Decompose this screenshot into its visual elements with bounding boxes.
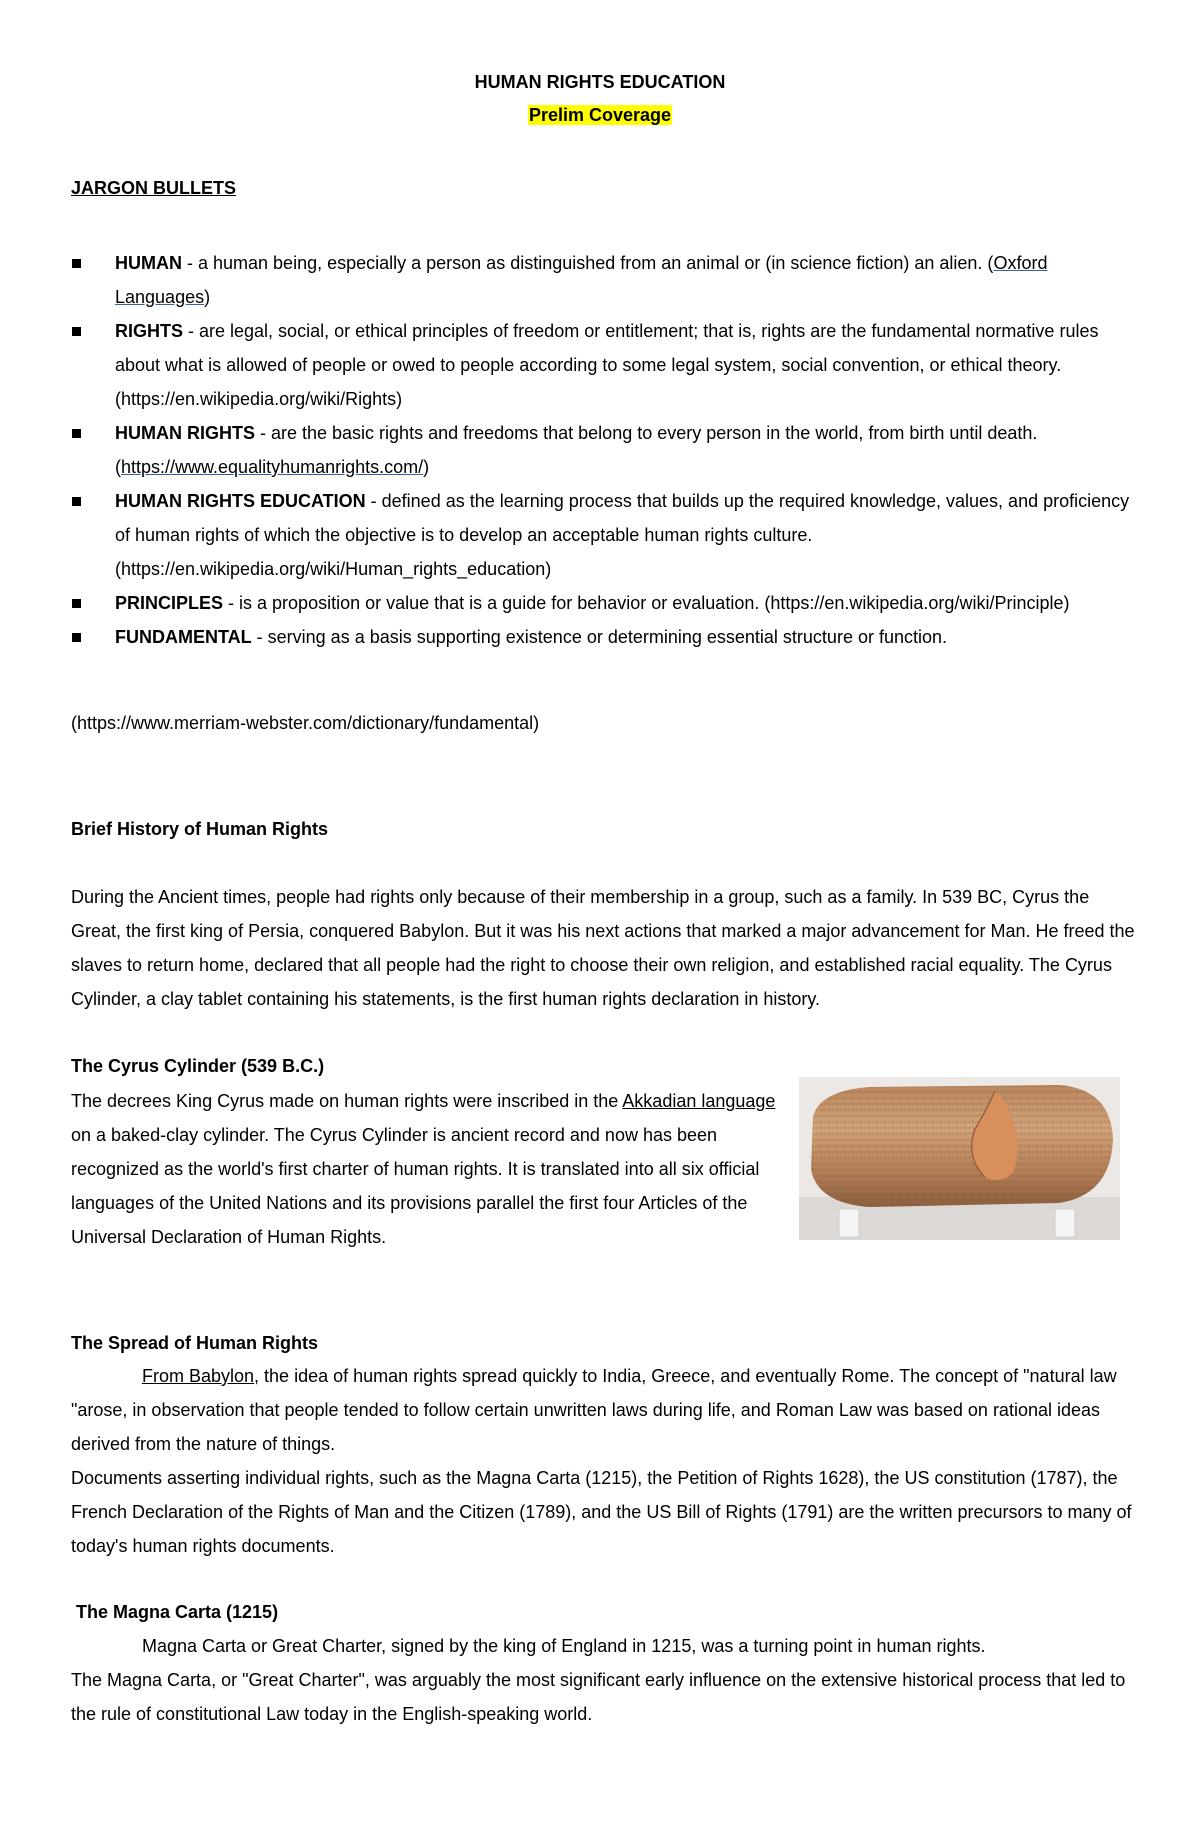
bullet-fundamental: [71, 620, 1141, 654]
bullet-definition: - defined as the learning process that builds up the required knowledge, values, and proficiency of human rights of which the objective is to develop an acceptable human rights culture. (https://en.wikipedia.org/wiki/Human_rights_education): [115, 491, 1130, 579]
bullet-term: HUMAN RIGHTS: [115, 423, 255, 443]
bullet-definition: - are the basic rights and freedoms that belong to every person in the world, from birth until death. (: [115, 423, 1038, 477]
source-link[interactable]: https://www.equalityhumanrights.com/: [121, 457, 424, 477]
square-bullet-icon: [72, 633, 81, 642]
history-paragraph: During the Ancient times, people had rights only because of their membership in a group, such as a family. In 539 BC, Cyrus the Great, the first king of Persia, conquered Babylon. But it was his next actions that marked a major advancement for Man. He freed the slaves to return home, declared that all people had the right to choose their own religion, and established racial equality. The Cyrus Cylinder, a clay tablet containing his statements, is the first human rights declaration in history.: [71, 887, 1135, 1009]
highlighted-subtitle: Prelim Coverage: [528, 105, 672, 125]
bullet-tail: ): [204, 287, 211, 307]
cyrus-text-before: The decrees King Cyrus made on human rights were inscribed in the: [71, 1091, 623, 1111]
bullet-term: RIGHTS: [115, 321, 184, 341]
square-bullet-icon: [72, 259, 81, 268]
spread-text: , the idea of human rights spread quickly to India, Greece, and eventually Rome. The concept of "natural law "arose, in observation that people tended to follow certain unwritten laws during life, and Roman Law was based on rational ideas derived from the nature of things.: [71, 1366, 1117, 1454]
bullet-human-rights-education: [71, 484, 1141, 586]
square-bullet-icon: [72, 599, 81, 608]
cyrus-text-after: on a baked-clay cylinder. The Cyrus Cylinder is ancient record and now has been recognized as the world's first charter of human rights. It is translated into all six official languages of the United Nations and its provisions parallel the first four Articles of the Universal Declaration of Human Rights.: [71, 1125, 760, 1247]
magna-paragraph-1: [71, 1629, 1141, 1663]
cyrus-paragraph: [71, 1084, 791, 1254]
magna-text-1: Magna Carta or Great Charter, signed by the king of England in 1215, was a turning point in human rights.: [142, 1636, 986, 1656]
bullet-definition: - is a proposition or value that is a guide for behavior or evaluation. (https://en.wikipedia.org/wiki/Principle): [223, 593, 1070, 613]
akkadian-link[interactable]: Akkadian language: [622, 1091, 776, 1111]
bullet-definition: - a human being, especially a person as distinguished from an animal or (in science fiction) an alien. (: [182, 253, 994, 273]
jargon-heading: JARGON BULLETS: [71, 178, 237, 198]
bullet-human-rights: [71, 416, 1141, 484]
bullet-term: FUNDAMENTAL: [115, 627, 252, 647]
bullet-term: HUMAN: [115, 253, 182, 273]
bullet-principles: [71, 586, 1141, 620]
bullet-human: [71, 246, 1141, 314]
from-babylon-link[interactable]: From Babylon: [142, 1366, 255, 1386]
fundamental-source: (https://www.merriam-webster.com/dictionary/fundamental): [71, 713, 540, 733]
jargon-bullet-list: [71, 246, 1141, 654]
page-title: HUMAN RIGHTS EDUCATION: [474, 72, 726, 92]
bullet-tail: ): [423, 457, 430, 477]
bullet-rights: [71, 314, 1141, 416]
spread-heading: The Spread of Human Rights: [71, 1333, 319, 1353]
cyrus-cylinder-image: [799, 1077, 1120, 1240]
spread-paragraph-1: [71, 1359, 1141, 1461]
history-heading: Brief History of Human Rights: [71, 819, 329, 839]
bullet-definition: - are legal, social, or ethical principles of freedom or entitlement; that is, rights are the fundamental normative rules about what is allowed of people or owed to people according to some legal system, social convention, or ethical theory. (https://en.wikipedia.org/wiki/Rights): [115, 321, 1099, 409]
magna-heading: The Magna Carta (1215): [76, 1602, 279, 1622]
bullet-term: PRINCIPLES: [115, 593, 224, 613]
magna-paragraph-2: The Magna Carta, or "Great Charter", was arguably the most significant early influence on the extensive historical process that led to the rule of constitutional Law today in the English-speaking world.: [71, 1670, 1126, 1724]
square-bullet-icon: [72, 497, 81, 506]
page-subtitle: [0, 103, 1200, 127]
source-link[interactable]: Oxford Languages: [115, 253, 1048, 307]
cyrus-heading: The Cyrus Cylinder (539 B.C.): [71, 1056, 325, 1076]
square-bullet-icon: [72, 327, 81, 336]
square-bullet-icon: [72, 429, 81, 438]
bullet-term: HUMAN RIGHTS EDUCATION: [115, 491, 366, 511]
bullet-definition: - serving as a basis supporting existence or determining essential structure or function.: [251, 627, 948, 647]
spread-paragraph-2: Documents asserting individual rights, such as the Magna Carta (1215), the Petition of Rights 1628), the US constitution (1787), the French Declaration of the Rights of Man and the Citizen (1789), and the US Bill of Rights (1791) are the written precursors to many of today's human rights documents.: [71, 1468, 1132, 1556]
